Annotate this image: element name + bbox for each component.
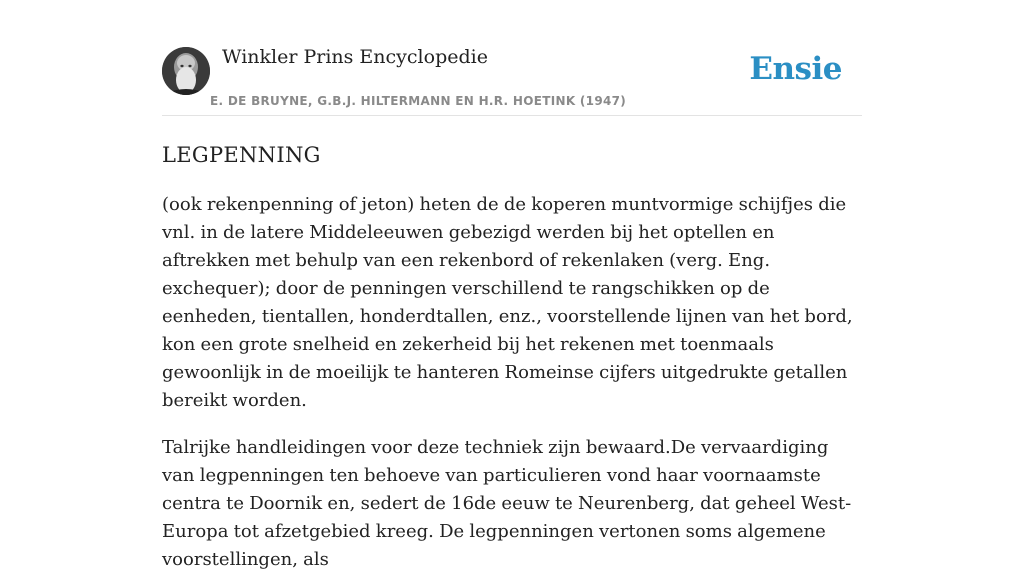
article-title: LEGPENNING: [162, 143, 321, 167]
site-title[interactable]: Winkler Prins Encyclopedie: [222, 46, 488, 68]
page: [162, 0, 862, 574]
header: [162, 0, 862, 116]
article-paragraph: (ook rekenpenning of jeton) heten de de koperen muntvormige schijfjes die vnl. in de latere Middeleeuwen gebezigd werden bij het optellen en aftrekken met behulp van een rekenbord of rekenlaken (verg. Eng. exchequer); door de penningen verschillend te rangschikken op de eenheden, tientallen, honderdtallen, enz., voorstellende lijnen van het bord, kon een grote snelheid en zekerheid bij het rekenen met toenmaals gewoonlijk in de moeilijk te hanteren Romeinse cijfers uitgedrukte getallen bereikt worden.: [162, 194, 853, 411]
article-paragraph: Talrijke handleidingen voor deze techniek zijn bewaard.De vervaardiging van legpenningen ten behoeve van particulieren vond haar voornaamste centra te Doornik en, sedert de 16de eeuw te Neurenberg, dat geheel West-Europa tot afzetgebied kreeg. De legpenningen vertonen soms algemene voorstellingen, als: [162, 437, 852, 570]
authors-line: E. DE BRUYNE, G.B.J. HILTERMANN EN H.R. HOETINK (1947): [210, 94, 627, 108]
author-avatar: [162, 47, 210, 95]
ensie-logo[interactable]: Ensie: [749, 51, 842, 87]
portrait-icon: [162, 47, 210, 95]
